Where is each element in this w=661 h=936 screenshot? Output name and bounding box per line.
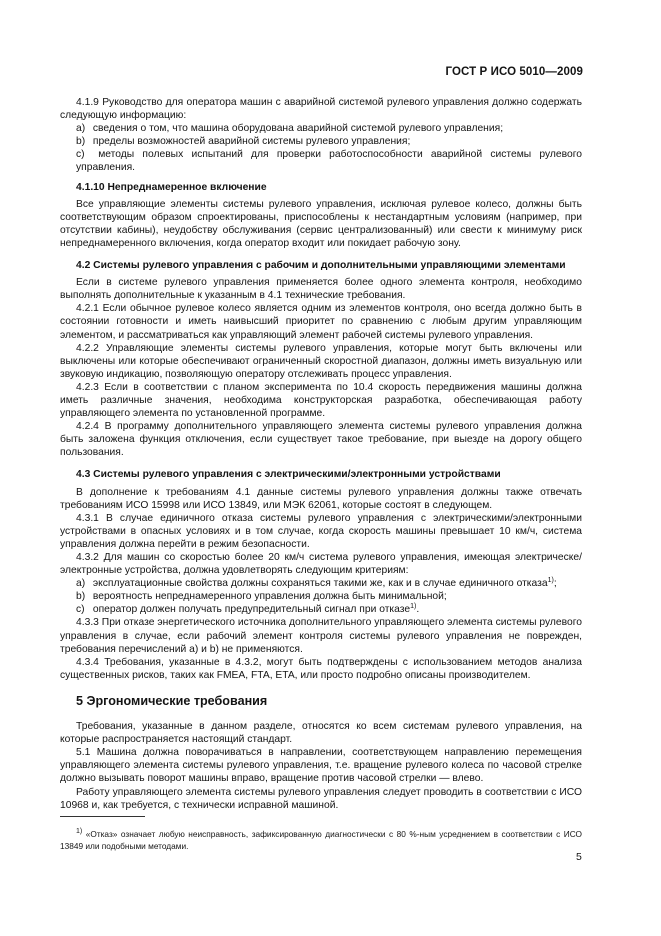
paragraph: 4.2.4 В программу дополнительного управляющего элемента системы рулевого управления должна быть заложена функция отключения, если существует такое требование, при выезде на дорогу общего пользования. — [60, 421, 582, 459]
footnote-text — [60, 828, 582, 852]
list-item-text: эксплуатационные свойства должны сохраняться такими же, как и в случае единичного отказа — [92, 578, 548, 590]
list-item — [60, 135, 582, 148]
list-item-text: сведения о том, что машина оборудована аварийной системой рулевого управления; — [92, 123, 504, 135]
list-item-text: вероятность непреднамеренного управления должна быть минимальной; — [92, 591, 447, 603]
list-item — [60, 122, 582, 135]
document-code-header: ГОСТ Р ИСО 5010—2009 — [445, 66, 583, 78]
footnote-body: «Отказ» означает любую неисправность, зафиксированную диагностически с 80 %-ным усреднением в соответствии с ИСО 13849 или подобными методами. — [60, 829, 583, 852]
document-body — [60, 96, 582, 812]
paragraph: 4.2.1 Если обычное рулевое колесо является одним из элементов контроля, оно всегда должно быть в состоянии готовности и иметь наивысший приоритет по сравнению с любым другим управляющим элементом, и рассматриваться как управляющий элемент рабочей системы рулевого управления. — [60, 303, 582, 341]
list-item-label: а) — [76, 578, 86, 590]
list-item-label: с) — [76, 604, 85, 616]
paragraph: Все управляющие элементы системы рулевого управления, исключая рулевое колесо, должны быть соответствующим образом спроектированы, приспособлены к нестандартным условиям (например, при отсутствии кабины), неудобству обслуживания (сервис централизованный) или свести к минимуму риск непреднамеренного включения, когда оператор входит или покидает рабочую зону. — [60, 198, 582, 249]
paragraph: Работу управляющего элемента системы рулевого управления следует проводить в соответствии с ИСО 10968 и, как требуется, с технически исправной машиной. — [60, 786, 582, 811]
list-item-text: методы полевых испытаний для проверки работоспособности аварийной системы рулевого управления. — [76, 149, 582, 174]
paragraph: 5.1 Машина должна поворачиваться в направлении, соответствующем направлению перемещения управляющего элемента системы рулевого управления, т.е. вращение рулевого колеса по часовой стрелке должно вызывать поворот машины вправо, вращение против часовой стрелки — влево. — [60, 747, 582, 785]
paragraph: 4.3.1 В случае единичного отказа системы рулевого управления с электрическими/электронными устройствами в опасных условиях и в том случае, когда скорость машины превышает 10 км/ч, система управления должна перейти в режим безопасности. — [60, 512, 582, 550]
paragraph: Если в системе рулевого управления применяется более одного элемента контроля, необходимо выполнять дополнительные к указанным в 4.1 технические требования. — [60, 277, 582, 302]
list-item — [60, 577, 582, 590]
list-item — [60, 590, 582, 603]
list-item-label: b) — [76, 136, 86, 148]
footnote-mark: 1) — [76, 828, 83, 836]
page-number: 5 — [576, 851, 582, 863]
paragraph: 4.3.3 При отказе энергетического источника дополнительного управляющего элемента системы рулевого управления в случае, если рабочий элемент контроля системы рулевого управления не поврежден, требования перечислений а) и b) не применяются. — [60, 617, 582, 655]
paragraph: Требования, указанные в данном разделе, относятся ко всем системам рулевого управления, на которые распространяется настоящий стандарт. — [60, 721, 582, 746]
paragraph: 4.1.9 Руководство для оператора машин с аварийной системой рулевого управления должно содержать следующую информацию: — [60, 97, 582, 122]
paragraph: 4.3.2 Для машин со скоростью более 20 км/ч система рулевого управления, имеющая электрическе/электронные устройства, должна удовлетворять следующим критериям: — [60, 552, 582, 577]
footnote-reference: 1) — [410, 603, 417, 611]
footnote-separator — [60, 816, 145, 817]
paragraph: 4.3.4 Требования, указанные в 4.3.2, могут быть подтверждены с использованием методов анализа существенных рисков, таких как FMEA, FTA, ETA, или просто подробно описаны производителем. — [60, 656, 582, 681]
list-item — [60, 148, 582, 174]
list-item-text: пределы возможностей аварийной системы рулевого управления; — [92, 136, 411, 148]
list-item — [60, 603, 582, 616]
footnote — [60, 820, 582, 861]
list-item-text: оператор должен получать предупредительный сигнал при отказе — [92, 604, 411, 616]
section-heading: 4.3 Системы рулевого управления с электрическими/электронными устройствами — [76, 469, 501, 481]
list-item-label: с) — [76, 149, 85, 161]
paragraph: В дополнение к требованиям 4.1 данные системы рулевого управления должны также отвечать требованиям ИСО 15998 или ИСО 13849, или МЭК 62061, которые состоят в следующем. — [60, 486, 582, 511]
list-item-label: а) — [76, 123, 86, 135]
list-item-label: b) — [76, 591, 86, 603]
section-heading: 4.1.10 Непреднамеренное включение — [76, 181, 267, 193]
chapter-heading: 5 Эргономические требования — [76, 693, 268, 708]
paragraph: 4.2.2 Управляющие элементы системы рулевого управления, которые могут быть включены или выключены или которые обеспечивают ограниченный скоростной диапазон, должны иметь визуальную или звуковую индикацию, позволяющую оператору отслеживать процесс управления. — [60, 342, 582, 380]
list-item-tail: . — [416, 604, 420, 616]
footnote-reference: 1) — [547, 577, 554, 585]
section-heading: 4.2 Системы рулевого управления с рабочим и дополнительными управляющими элементами — [76, 260, 566, 272]
list-item-tail: ; — [553, 578, 557, 590]
paragraph: 4.2.3 Если в соответствии с планом эксперимента по 10.4 скорость передвижения машины должна иметь различные значения, необходима конструкторская разработка, обеспечивающая работу управляющего элемента по установленной программе. — [60, 381, 582, 420]
